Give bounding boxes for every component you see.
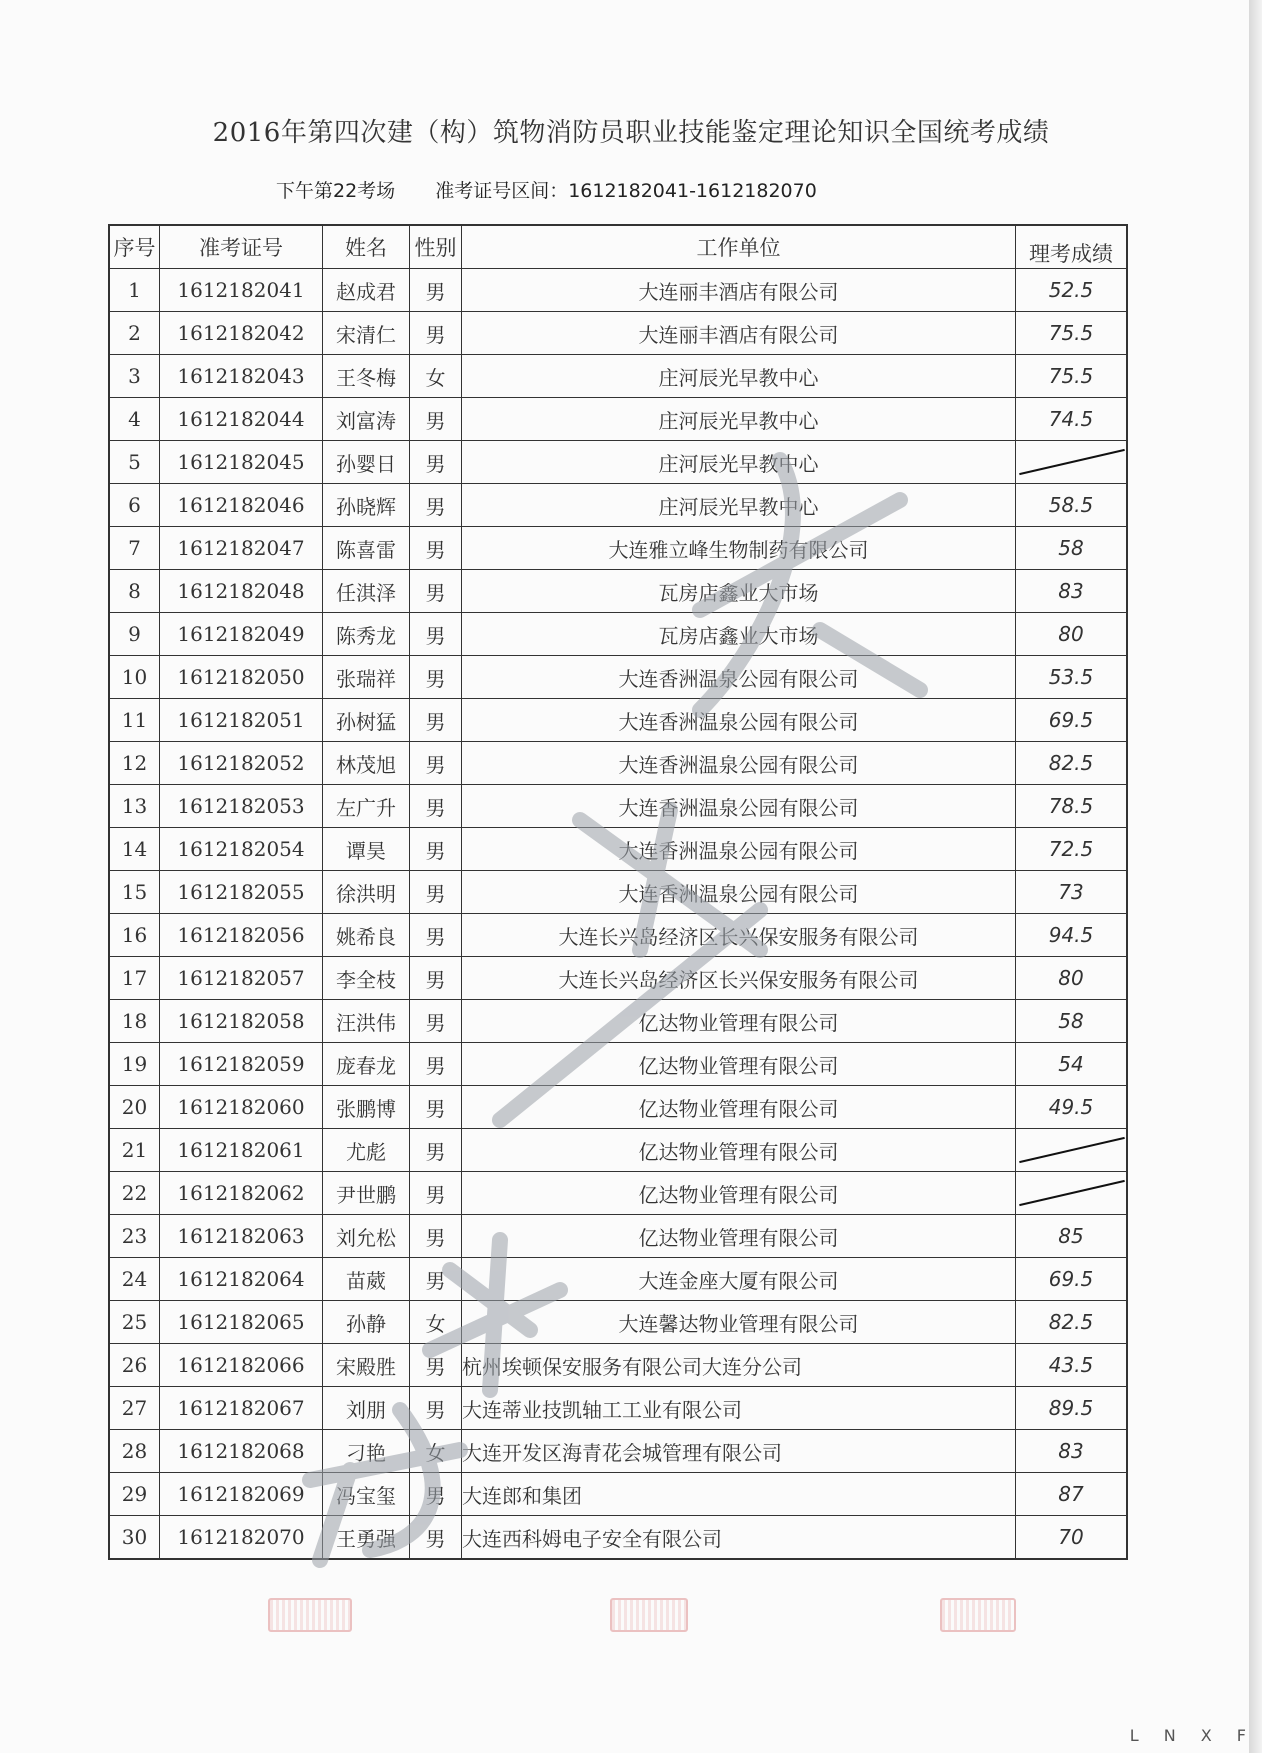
- row-seq: 2: [109, 312, 160, 355]
- footer-mark: L N X F: [1129, 1726, 1256, 1745]
- row-name: 刘富涛: [323, 398, 410, 441]
- absent-slash: [1019, 1180, 1125, 1206]
- row-employer: 庄河辰光早教中心: [462, 398, 1016, 441]
- row-name: 冯宝玺: [323, 1473, 410, 1516]
- id-range-label: 准考证号区间：1612182041-1612182070: [435, 180, 817, 202]
- row-exam-id: 1612182052: [160, 742, 323, 785]
- absent-slash: [1019, 1137, 1125, 1163]
- scan-edge: [1249, 0, 1262, 1753]
- row-seq: 11: [109, 699, 160, 742]
- table-row: [109, 1086, 1127, 1129]
- row-gender: 男: [410, 1344, 462, 1387]
- row-seq: 21: [109, 1129, 160, 1172]
- red-stamp: [268, 1598, 352, 1632]
- row-score: [1016, 1172, 1128, 1215]
- row-employer: 瓦房店鑫业大市场: [462, 613, 1016, 656]
- row-employer: 大连香洲温泉公园有限公司: [462, 656, 1016, 699]
- row-exam-id: 1612182070: [160, 1516, 323, 1560]
- table-row: [109, 312, 1127, 355]
- row-exam-id: 1612182044: [160, 398, 323, 441]
- absent-slash: [1019, 449, 1125, 475]
- row-exam-id: 1612182054: [160, 828, 323, 871]
- row-name: 谭昊: [323, 828, 410, 871]
- row-exam-id: 1612182041: [160, 269, 323, 312]
- row-employer: 大连香洲温泉公园有限公司: [462, 828, 1016, 871]
- row-score: 69.5: [1016, 1258, 1128, 1301]
- table-row: [109, 785, 1127, 828]
- row-seq: 26: [109, 1344, 160, 1387]
- row-score: 80: [1016, 613, 1128, 656]
- row-seq: 17: [109, 957, 160, 1000]
- row-score: [1016, 441, 1128, 484]
- row-gender: 男: [410, 441, 462, 484]
- row-score: 82.5: [1016, 1301, 1128, 1344]
- row-name: 姚希良: [323, 914, 410, 957]
- row-seq: 25: [109, 1301, 160, 1344]
- row-seq: 10: [109, 656, 160, 699]
- row-gender: 男: [410, 1215, 462, 1258]
- page-title: 2016年第四次建（构）筑物消防员职业技能鉴定理论知识全国统考成绩: [212, 118, 1050, 148]
- row-exam-id: 1612182053: [160, 785, 323, 828]
- row-employer: 大连香洲温泉公园有限公司: [462, 785, 1016, 828]
- row-name: 宋殿胜: [323, 1344, 410, 1387]
- row-seq: 16: [109, 914, 160, 957]
- row-gender: 男: [410, 1473, 462, 1516]
- row-gender: 男: [410, 656, 462, 699]
- row-gender: 男: [410, 570, 462, 613]
- header-exam-id: 准考证号: [160, 225, 323, 269]
- table-row: [109, 1215, 1127, 1258]
- row-gender: 男: [410, 269, 462, 312]
- row-seq: 23: [109, 1215, 160, 1258]
- table-row: [109, 1387, 1127, 1430]
- row-name: 张鹏博: [323, 1086, 410, 1129]
- red-stamp: [940, 1598, 1016, 1632]
- row-exam-id: 1612182060: [160, 1086, 323, 1129]
- header-employer: 工作单位: [462, 225, 1016, 269]
- row-gender: 女: [410, 355, 462, 398]
- table-row: [109, 742, 1127, 785]
- row-score: 70: [1016, 1516, 1128, 1560]
- row-exam-id: 1612182050: [160, 656, 323, 699]
- row-exam-id: 1612182055: [160, 871, 323, 914]
- row-score: 85: [1016, 1215, 1128, 1258]
- row-employer: 杭州埃顿保安服务有限公司大连分公司: [462, 1344, 1016, 1387]
- header-seq: 序号: [109, 225, 160, 269]
- row-employer: 大连金座大厦有限公司: [462, 1258, 1016, 1301]
- row-employer: 亿达物业管理有限公司: [462, 1129, 1016, 1172]
- row-score: 52.5: [1016, 269, 1128, 312]
- row-employer: 瓦房店鑫业大市场: [462, 570, 1016, 613]
- row-exam-id: 1612182045: [160, 441, 323, 484]
- row-gender: 男: [410, 828, 462, 871]
- row-name: 刁艳: [323, 1430, 410, 1473]
- row-name: 王勇强: [323, 1516, 410, 1560]
- row-exam-id: 1612182059: [160, 1043, 323, 1086]
- row-seq: 15: [109, 871, 160, 914]
- row-score: 82.5: [1016, 742, 1128, 785]
- table-row: [109, 355, 1127, 398]
- row-employer: 亿达物业管理有限公司: [462, 1000, 1016, 1043]
- row-seq: 4: [109, 398, 160, 441]
- row-name: 赵成君: [323, 269, 410, 312]
- row-seq: 19: [109, 1043, 160, 1086]
- row-exam-id: 1612182062: [160, 1172, 323, 1215]
- row-seq: 13: [109, 785, 160, 828]
- row-gender: 男: [410, 527, 462, 570]
- row-gender: 女: [410, 1430, 462, 1473]
- row-seq: 29: [109, 1473, 160, 1516]
- table-row: [109, 1258, 1127, 1301]
- row-employer: 大连西科姆电子安全有限公司: [462, 1516, 1016, 1560]
- row-gender: 男: [410, 1000, 462, 1043]
- row-score: 69.5: [1016, 699, 1128, 742]
- row-exam-id: 1612182066: [160, 1344, 323, 1387]
- row-seq: 14: [109, 828, 160, 871]
- score-table: [108, 224, 1128, 1560]
- row-seq: 28: [109, 1430, 160, 1473]
- row-employer: 亿达物业管理有限公司: [462, 1172, 1016, 1215]
- row-seq: 9: [109, 613, 160, 656]
- row-gender: 男: [410, 957, 462, 1000]
- row-exam-id: 1612182064: [160, 1258, 323, 1301]
- row-score: 53.5: [1016, 656, 1128, 699]
- row-employer: 亿达物业管理有限公司: [462, 1215, 1016, 1258]
- row-seq: 20: [109, 1086, 160, 1129]
- table-row: [109, 1301, 1127, 1344]
- row-gender: 男: [410, 871, 462, 914]
- row-employer: 大连香洲温泉公园有限公司: [462, 871, 1016, 914]
- row-seq: 12: [109, 742, 160, 785]
- row-gender: 男: [410, 742, 462, 785]
- row-score: 58.5: [1016, 484, 1128, 527]
- row-employer: 庄河辰光早教中心: [462, 484, 1016, 527]
- row-score: 89.5: [1016, 1387, 1128, 1430]
- row-score: 80: [1016, 957, 1128, 1000]
- row-gender: 男: [410, 785, 462, 828]
- row-gender: 男: [410, 312, 462, 355]
- row-score: 72.5: [1016, 828, 1128, 871]
- row-employer: 庄河辰光早教中心: [462, 441, 1016, 484]
- row-name: 徐洪明: [323, 871, 410, 914]
- row-gender: 男: [410, 613, 462, 656]
- row-name: 林茂旭: [323, 742, 410, 785]
- row-score: 78.5: [1016, 785, 1128, 828]
- row-name: 庞春龙: [323, 1043, 410, 1086]
- row-score: 43.5: [1016, 1344, 1128, 1387]
- row-name: 王冬梅: [323, 355, 410, 398]
- table-body: [109, 269, 1127, 1560]
- row-seq: 3: [109, 355, 160, 398]
- row-employer: 大连丽丰酒店有限公司: [462, 269, 1016, 312]
- row-score: [1016, 1129, 1128, 1172]
- session-info: [276, 176, 817, 203]
- row-score: 83: [1016, 1430, 1128, 1473]
- row-exam-id: 1612182048: [160, 570, 323, 613]
- table-row: [109, 828, 1127, 871]
- table-row: [109, 1516, 1127, 1560]
- row-seq: 7: [109, 527, 160, 570]
- row-employer: 大连丽丰酒店有限公司: [462, 312, 1016, 355]
- header-name: 姓名: [323, 225, 410, 269]
- row-exam-id: 1612182043: [160, 355, 323, 398]
- row-name: 陈秀龙: [323, 613, 410, 656]
- table-row: [109, 570, 1127, 613]
- row-employer: 大连雅立峰生物制药有限公司: [462, 527, 1016, 570]
- row-gender: 男: [410, 398, 462, 441]
- row-score: 58: [1016, 527, 1128, 570]
- row-employer: 大连长兴岛经济区长兴保安服务有限公司: [462, 914, 1016, 957]
- row-score: 94.5: [1016, 914, 1128, 957]
- row-seq: 24: [109, 1258, 160, 1301]
- row-employer: 大连香洲温泉公园有限公司: [462, 699, 1016, 742]
- table-row: [109, 957, 1127, 1000]
- row-exam-id: 1612182068: [160, 1430, 323, 1473]
- row-name: 尤彪: [323, 1129, 410, 1172]
- row-employer: 大连馨达物业管理有限公司: [462, 1301, 1016, 1344]
- row-exam-id: 1612182069: [160, 1473, 323, 1516]
- row-exam-id: 1612182063: [160, 1215, 323, 1258]
- row-employer: 大连长兴岛经济区长兴保安服务有限公司: [462, 957, 1016, 1000]
- row-seq: 6: [109, 484, 160, 527]
- row-gender: 男: [410, 1129, 462, 1172]
- row-gender: 男: [410, 1086, 462, 1129]
- row-name: 孙树猛: [323, 699, 410, 742]
- row-name: 宋清仁: [323, 312, 410, 355]
- row-score: 73: [1016, 871, 1128, 914]
- red-stamp: [610, 1598, 688, 1632]
- row-score: 54: [1016, 1043, 1128, 1086]
- table-row: [109, 269, 1127, 312]
- row-score: 74.5: [1016, 398, 1128, 441]
- row-gender: 男: [410, 1043, 462, 1086]
- row-score: 87: [1016, 1473, 1128, 1516]
- row-gender: 男: [410, 699, 462, 742]
- table-row: [109, 656, 1127, 699]
- row-exam-id: 1612182061: [160, 1129, 323, 1172]
- row-score: 75.5: [1016, 312, 1128, 355]
- row-seq: 8: [109, 570, 160, 613]
- row-name: 孙晓辉: [323, 484, 410, 527]
- row-exam-id: 1612182046: [160, 484, 323, 527]
- table-row: [109, 484, 1127, 527]
- table-row: [109, 1000, 1127, 1043]
- table-row: [109, 527, 1127, 570]
- row-employer: 大连郎和集团: [462, 1473, 1016, 1516]
- row-name: 汪洪伟: [323, 1000, 410, 1043]
- row-exam-id: 1612182065: [160, 1301, 323, 1344]
- row-employer: 庄河辰光早教中心: [462, 355, 1016, 398]
- row-seq: 27: [109, 1387, 160, 1430]
- row-employer: 大连蒂业技凯轴工工业有限公司: [462, 1387, 1016, 1430]
- row-exam-id: 1612182057: [160, 957, 323, 1000]
- table-row: [109, 1043, 1127, 1086]
- row-gender: 男: [410, 1516, 462, 1560]
- session-label: 下午第22考场: [276, 180, 396, 202]
- row-name: 李全枝: [323, 957, 410, 1000]
- table-row: [109, 441, 1127, 484]
- stamp-area: [0, 1598, 1262, 1638]
- row-exam-id: 1612182049: [160, 613, 323, 656]
- row-name: 张瑞祥: [323, 656, 410, 699]
- table-row: [109, 871, 1127, 914]
- table-row: [109, 1129, 1127, 1172]
- row-gender: 女: [410, 1301, 462, 1344]
- row-gender: 男: [410, 1172, 462, 1215]
- row-name: 陈喜雷: [323, 527, 410, 570]
- table-row: [109, 1172, 1127, 1215]
- row-exam-id: 1612182051: [160, 699, 323, 742]
- row-name: 苗葳: [323, 1258, 410, 1301]
- row-seq: 18: [109, 1000, 160, 1043]
- table-row: [109, 613, 1127, 656]
- row-employer: 亿达物业管理有限公司: [462, 1086, 1016, 1129]
- row-gender: 男: [410, 914, 462, 957]
- table-row: [109, 1473, 1127, 1516]
- table-row: [109, 699, 1127, 742]
- row-exam-id: 1612182067: [160, 1387, 323, 1430]
- row-name: 左广升: [323, 785, 410, 828]
- row-score: 75.5: [1016, 355, 1128, 398]
- table-row: [109, 1344, 1127, 1387]
- row-name: 尹世鹏: [323, 1172, 410, 1215]
- row-seq: 5: [109, 441, 160, 484]
- row-exam-id: 1612182047: [160, 527, 323, 570]
- row-name: 任淇泽: [323, 570, 410, 613]
- header-score: 理考成绩: [1016, 225, 1128, 269]
- row-name: 孙婴日: [323, 441, 410, 484]
- row-score: 83: [1016, 570, 1128, 613]
- row-score: 58: [1016, 1000, 1128, 1043]
- row-seq: 30: [109, 1516, 160, 1560]
- header-gender: 性别: [410, 225, 462, 269]
- row-seq: 22: [109, 1172, 160, 1215]
- row-score: 49.5: [1016, 1086, 1128, 1129]
- row-seq: 1: [109, 269, 160, 312]
- table-header-row: [109, 225, 1127, 269]
- row-name: 刘朋: [323, 1387, 410, 1430]
- row-exam-id: 1612182042: [160, 312, 323, 355]
- row-name: 刘允松: [323, 1215, 410, 1258]
- table-row: [109, 914, 1127, 957]
- table-row: [109, 398, 1127, 441]
- row-name: 孙静: [323, 1301, 410, 1344]
- row-employer: 亿达物业管理有限公司: [462, 1043, 1016, 1086]
- row-employer: 大连香洲温泉公园有限公司: [462, 742, 1016, 785]
- row-gender: 男: [410, 484, 462, 527]
- row-exam-id: 1612182058: [160, 1000, 323, 1043]
- row-gender: 男: [410, 1258, 462, 1301]
- row-exam-id: 1612182056: [160, 914, 323, 957]
- row-employer: 大连开发区海青花会城管理有限公司: [462, 1430, 1016, 1473]
- row-gender: 男: [410, 1387, 462, 1430]
- table-row: [109, 1430, 1127, 1473]
